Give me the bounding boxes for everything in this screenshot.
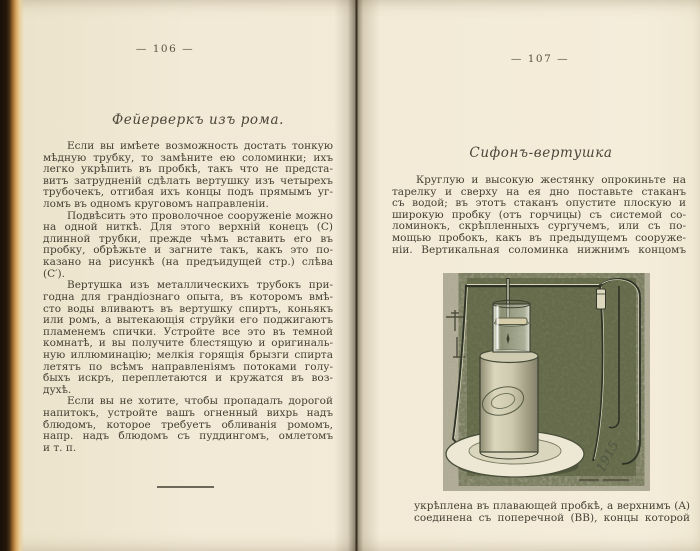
text-line: пламенемъ спички. Устройте все это въ темной — [43, 326, 333, 338]
floating-cork — [496, 318, 527, 325]
text-line: тарелку и сверху на ея дно поставьте стаканъ — [392, 186, 686, 198]
chapter-heading-left: Фейерверкъ изъ рома. — [111, 112, 284, 128]
text-line: Если вы имѣете возможность достать тонкую — [67, 141, 333, 152]
page-number-right: — 107 — — [510, 53, 570, 65]
text-line: или ромъ, а вытекающія струйки его поджигаютъ — [43, 315, 333, 327]
text-line: пробку, обрѣжьте и загните такъ, какъ это по- — [43, 245, 333, 257]
paragraph — [43, 396, 333, 454]
text-line: казано на рисункѣ (на предъидущей стр.) слѣва — [43, 257, 333, 269]
small-cylinder — [597, 289, 606, 309]
paragraph — [43, 280, 333, 396]
body-text-right-bottom — [414, 501, 690, 524]
text-line: трубочекъ, отгибая ихъ концы подъ прямымъ уг- — [43, 187, 333, 199]
text-line: и т. п. — [43, 442, 77, 454]
text-line: ніи. Вертикальная соломинка нижнимъ концомъ — [392, 244, 686, 256]
body-text-left — [43, 141, 333, 454]
page-number-left: — 106 — — [135, 43, 195, 55]
artist-signature: 1915 — [593, 438, 623, 475]
text-line: ломъ въ одномъ круговомъ направленіи. — [43, 199, 269, 211]
body-text-right — [392, 175, 686, 256]
text-line: блюдомъ, которое требуетъ обливанія ромомъ, — [43, 419, 333, 431]
text-line: сто воды вливаютъ въ вертушку спиртъ, коньякъ — [43, 303, 333, 315]
paragraph — [43, 141, 333, 211]
book-gutter — [334, 0, 380, 551]
siphon-illustration — [443, 273, 650, 491]
water-glass — [493, 300, 530, 352]
text-line: напитокъ, устройте вашъ огненный вихрь надъ — [43, 408, 333, 420]
text-line: (C′). — [43, 268, 65, 280]
text-line: годна для грандіознаго опыта, въ которомъ вмѣ- — [43, 291, 333, 303]
text-line: быхъ искръ, переплетаются и кружатся въ воз- — [43, 373, 333, 385]
caption-marks — [579, 479, 629, 481]
text-line: мѣдную трубку, то замѣните ею соломинки; ихъ — [43, 152, 333, 164]
text-line: духѣ. — [43, 384, 72, 396]
section-end-rule — [157, 486, 214, 488]
text-line: легко укрѣпить въ пробкѣ, такъ что не предста- — [43, 164, 333, 176]
text-line: Если вы не хотите, чтобы пропадалъ дорогой — [67, 396, 333, 408]
text-line: ломинокъ, скрѣпленныхъ сургучемъ, или съ по- — [392, 221, 686, 233]
book-edge — [0, 0, 24, 551]
tin-can — [479, 350, 538, 459]
text-line: длинной трубки, прежде чѣмъ вставить его въ — [43, 233, 333, 245]
text-line: ную иллюминацію; мелкія горящія брызги спирта — [43, 349, 333, 361]
paragraph — [43, 211, 333, 281]
text-line: Подвѣсить это проволочное сооруженіе можно — [67, 210, 333, 222]
text-line: съ водой; въ этотъ стаканъ опустите плоскую и — [392, 198, 686, 210]
text-line: мощью пробокъ, какъ въ предыдущемъ сооруже- — [392, 233, 686, 245]
text-line: напр. надъ блюдомъ съ пуддингомъ, омлетомъ — [43, 431, 333, 443]
text-line: Круглую и высокую жестянку опрокиньте на — [416, 175, 686, 186]
text-line: широкую пробку (отъ горчицы) съ системой со- — [392, 209, 686, 221]
text-line: укрѣплена въ плавающей пробкѣ, а верхнимъ (A) — [414, 501, 690, 512]
text-line: витъ затрудненій сдѣлать вертушку изъ четырехъ — [43, 175, 333, 187]
text-line: Вертушка изъ металлическихъ трубокъ при- — [67, 280, 333, 292]
text-line: комнатѣ, и вы получите блестящую и оригиналь- — [43, 338, 333, 350]
text-line: на одной ниткѣ. Для этого верхній конецъ (C) — [43, 222, 333, 234]
text-line: соединена съ поперечной (BB), концы которой — [414, 512, 690, 524]
text-line: летятъ по всѣмъ направленіямъ потоками голу- — [43, 361, 333, 373]
chapter-heading-right: Сифонъ-вертушка — [469, 145, 613, 161]
